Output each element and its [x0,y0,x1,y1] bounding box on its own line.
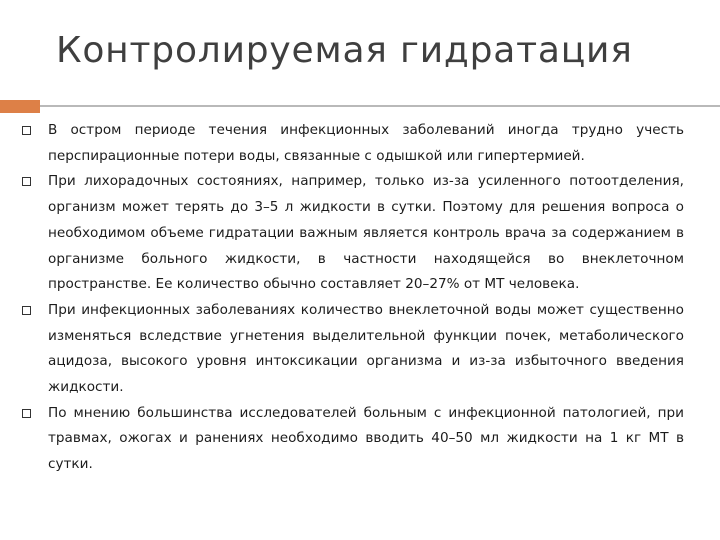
bullet-item [20,298,684,401]
square-outline-bullet-icon [22,409,31,418]
bullet-text: При инфекционных заболеваниях количество внеклеточной воды может существенно изменяться вследствие угнетения выделительной функции почек, метаболического ацидоза, высокого уровня интоксикации организма и из-за избыточного введения жидкости. [48,301,684,396]
bullet-item [20,401,684,478]
title-divider-line [40,105,720,107]
title-accent-square [0,100,40,113]
bullet-text: По мнению большинства исследователей больным с инфекционной патологией, при травмах, ожогах и ранениях необходимо вводить 40–50 мл жидкости на 1 кг МТ в сутки. [48,404,684,473]
bullet-item [20,169,684,298]
square-outline-bullet-icon [22,126,31,135]
slide-title: Контролируемая гидратация [56,30,633,71]
bullet-list [20,118,684,478]
square-outline-bullet-icon [22,177,31,186]
bullet-text: При лихорадочных состояниях, например, только из-за усиленного потоотделения, организм может терять до 3–5 л жидкости в сутки. Поэтому для решения вопроса о необходимом объеме гидратации важным является контроль врача за содержанием в организме больного жидкости, в частности находящейся во внеклеточном пространстве. Ее количество обычно составляет 20–27% от МТ человека. [48,173,684,293]
bullet-item [20,118,684,169]
square-outline-bullet-icon [22,306,31,315]
bullet-text: В остром периоде течения инфекционных заболеваний иногда трудно учесть перспирационные потери воды, связанные с одышкой или гипертермией. [48,122,684,164]
